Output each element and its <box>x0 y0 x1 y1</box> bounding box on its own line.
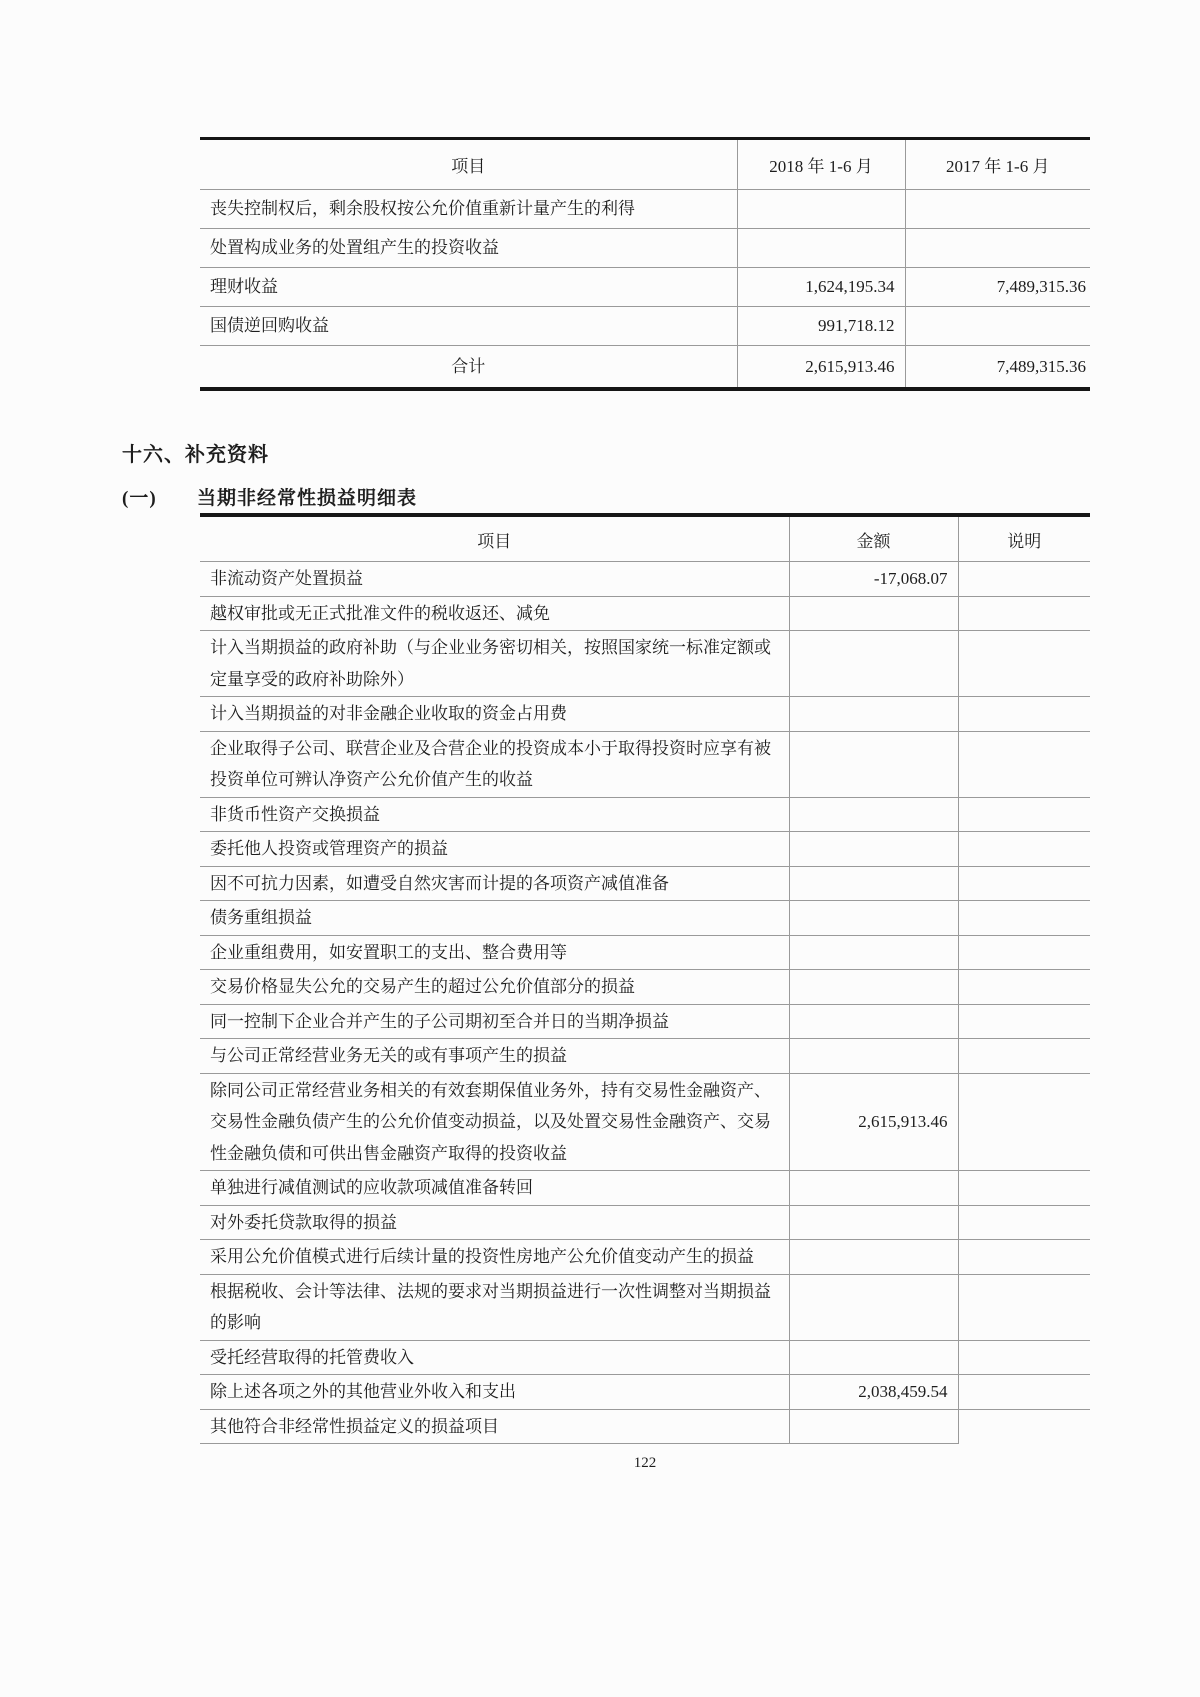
amount-cell <box>789 697 958 732</box>
amount-cell <box>789 1240 958 1275</box>
item-cell: 合计 <box>200 346 737 390</box>
item-cell: 企业取得子公司、联营企业及合营企业的投资成本小于取得投资时应享有被投资单位可辨认净资产公允价值产生的收益 <box>200 731 789 797</box>
column-header-item: 项目 <box>200 139 737 190</box>
table-row <box>200 832 1090 867</box>
table-row <box>200 970 1090 1005</box>
column-header-item: 项目 <box>200 515 789 562</box>
note-cell <box>958 596 1090 631</box>
amount-cell: 2,615,913.46 <box>789 1073 958 1171</box>
amount-2018-cell: 991,718.12 <box>737 307 905 346</box>
note-cell <box>958 935 1090 970</box>
header-row <box>200 515 1090 562</box>
item-cell: 越权审批或无正式批准文件的税收返还、减免 <box>200 596 789 631</box>
amount-cell <box>789 1340 958 1375</box>
non-recurring-items-table <box>200 513 1090 1444</box>
amount-cell <box>789 1004 958 1039</box>
table-row <box>200 1409 1090 1444</box>
subsection-index: (一) <box>122 488 157 509</box>
table-row <box>200 731 1090 797</box>
item-cell: 受托经营取得的托管费收入 <box>200 1340 789 1375</box>
section-heading <box>122 445 1200 466</box>
note-cell <box>958 832 1090 867</box>
note-cell <box>958 731 1090 797</box>
item-cell: 国债逆回购收益 <box>200 307 737 346</box>
table-row <box>200 1073 1090 1171</box>
item-cell: 对外委托贷款取得的损益 <box>200 1205 789 1240</box>
amount-2017-cell <box>905 229 1090 268</box>
item-cell: 除同公司正常经营业务相关的有效套期保值业务外，持有交易性金融资产、交易性金融负债产生的公允价值变动损益，以及处置交易性金融资产、交易性金融负债和可供出售金融资产取得的投资收益 <box>200 1073 789 1171</box>
note-cell <box>958 1240 1090 1275</box>
table-body <box>200 190 1090 390</box>
table-header <box>200 139 1090 190</box>
note-cell <box>958 866 1090 901</box>
amount-2017-cell: 7,489,315.36 <box>905 346 1090 390</box>
amount-cell <box>789 631 958 697</box>
note-cell <box>958 797 1090 832</box>
item-cell: 根据税收、会计等法律、法规的要求对当期损益进行一次性调整对当期损益的影响 <box>200 1274 789 1340</box>
amount-cell <box>789 1171 958 1206</box>
item-cell: 丧失控制权后，剩余股权按公允价值重新计量产生的利得 <box>200 190 737 229</box>
note-cell <box>958 1073 1090 1171</box>
amount-2017-cell: 7,489,315.36 <box>905 268 1090 307</box>
note-cell <box>958 562 1090 597</box>
note-cell <box>958 697 1090 732</box>
table-row <box>200 631 1090 697</box>
note-cell <box>958 1409 1090 1444</box>
amount-cell <box>789 866 958 901</box>
table-row <box>200 229 1090 268</box>
table-row <box>200 797 1090 832</box>
amount-cell <box>789 731 958 797</box>
amount-cell <box>789 970 958 1005</box>
amount-cell <box>789 797 958 832</box>
item-cell: 与公司正常经营业务无关的或有事项产生的损益 <box>200 1039 789 1074</box>
amount-2018-cell <box>737 190 905 229</box>
table-row <box>200 346 1090 390</box>
item-cell: 因不可抗力因素，如遭受自然灾害而计提的各项资产减值准备 <box>200 866 789 901</box>
note-cell <box>958 1340 1090 1375</box>
table-row <box>200 1240 1090 1275</box>
table-header <box>200 515 1090 562</box>
table-row <box>200 562 1090 597</box>
table-row <box>200 1039 1090 1074</box>
column-header-2018: 2018 年 1-6 月 <box>737 139 905 190</box>
amount-2017-cell <box>905 307 1090 346</box>
amount-2017-cell <box>905 190 1090 229</box>
amount-cell: 2,038,459.54 <box>789 1375 958 1410</box>
table-body <box>200 562 1090 1444</box>
note-cell <box>958 970 1090 1005</box>
table-row <box>200 596 1090 631</box>
subsection-heading <box>122 489 1200 508</box>
item-cell: 企业重组费用，如安置职工的支出、整合费用等 <box>200 935 789 970</box>
table-row <box>200 1205 1090 1240</box>
item-cell: 计入当期损益的政府补助（与企业业务密切相关，按照国家统一标准定额或定量享受的政府补助除外） <box>200 631 789 697</box>
table-row <box>200 1375 1090 1410</box>
table-row <box>200 1340 1090 1375</box>
item-cell: 单独进行减值测试的应收款项减值准备转回 <box>200 1171 789 1206</box>
amount-cell <box>789 901 958 936</box>
note-cell <box>958 901 1090 936</box>
amount-cell <box>789 1409 958 1444</box>
page-number: 122 <box>633 1455 657 1471</box>
column-header-2017: 2017 年 1-6 月 <box>905 139 1090 190</box>
item-cell: 采用公允价值模式进行后续计量的投资性房地产公允价值变动产生的损益 <box>200 1240 789 1275</box>
investment-income-table <box>200 137 1090 391</box>
table-row <box>200 307 1090 346</box>
item-cell: 非货币性资产交换损益 <box>200 797 789 832</box>
amount-cell <box>789 1274 958 1340</box>
section-title: 十六、补充资料 <box>122 444 269 466</box>
header-row <box>200 139 1090 190</box>
item-cell: 除上述各项之外的其他营业外收入和支出 <box>200 1375 789 1410</box>
amount-cell <box>789 1039 958 1074</box>
amount-2018-cell: 2,615,913.46 <box>737 346 905 390</box>
table-row <box>200 697 1090 732</box>
note-cell <box>958 1274 1090 1340</box>
note-cell <box>958 1004 1090 1039</box>
item-cell: 非流动资产处置损益 <box>200 562 789 597</box>
subsection-title: 当期非经常性损益明细表 <box>197 488 418 509</box>
note-cell <box>958 1039 1090 1074</box>
note-cell <box>958 1375 1090 1410</box>
column-header-note: 说明 <box>958 515 1090 562</box>
item-cell: 债务重组损益 <box>200 901 789 936</box>
note-cell <box>958 631 1090 697</box>
amount-2018-cell <box>737 229 905 268</box>
item-cell: 计入当期损益的对非金融企业收取的资金占用费 <box>200 697 789 732</box>
item-cell: 处置构成业务的处置组产生的投资收益 <box>200 229 737 268</box>
table-row <box>200 866 1090 901</box>
amount-cell <box>789 596 958 631</box>
table-row <box>200 1274 1090 1340</box>
note-cell <box>958 1171 1090 1206</box>
amount-cell <box>789 1205 958 1240</box>
table-row <box>200 1004 1090 1039</box>
amount-cell: -17,068.07 <box>789 562 958 597</box>
table-row <box>200 935 1090 970</box>
item-cell: 其他符合非经常性损益定义的损益项目 <box>200 1409 789 1444</box>
table-row <box>200 1171 1090 1206</box>
amount-cell <box>789 935 958 970</box>
item-cell: 理财收益 <box>200 268 737 307</box>
item-cell: 同一控制下企业合并产生的子公司期初至合并日的当期净损益 <box>200 1004 789 1039</box>
table-row <box>200 268 1090 307</box>
note-cell <box>958 1205 1090 1240</box>
table-row <box>200 190 1090 229</box>
amount-cell <box>789 832 958 867</box>
item-cell: 交易价格显失公允的交易产生的超过公允价值部分的损益 <box>200 970 789 1005</box>
table-row <box>200 901 1090 936</box>
item-cell: 委托他人投资或管理资产的损益 <box>200 832 789 867</box>
column-header-amount: 金额 <box>789 515 958 562</box>
amount-2018-cell: 1,624,195.34 <box>737 268 905 307</box>
